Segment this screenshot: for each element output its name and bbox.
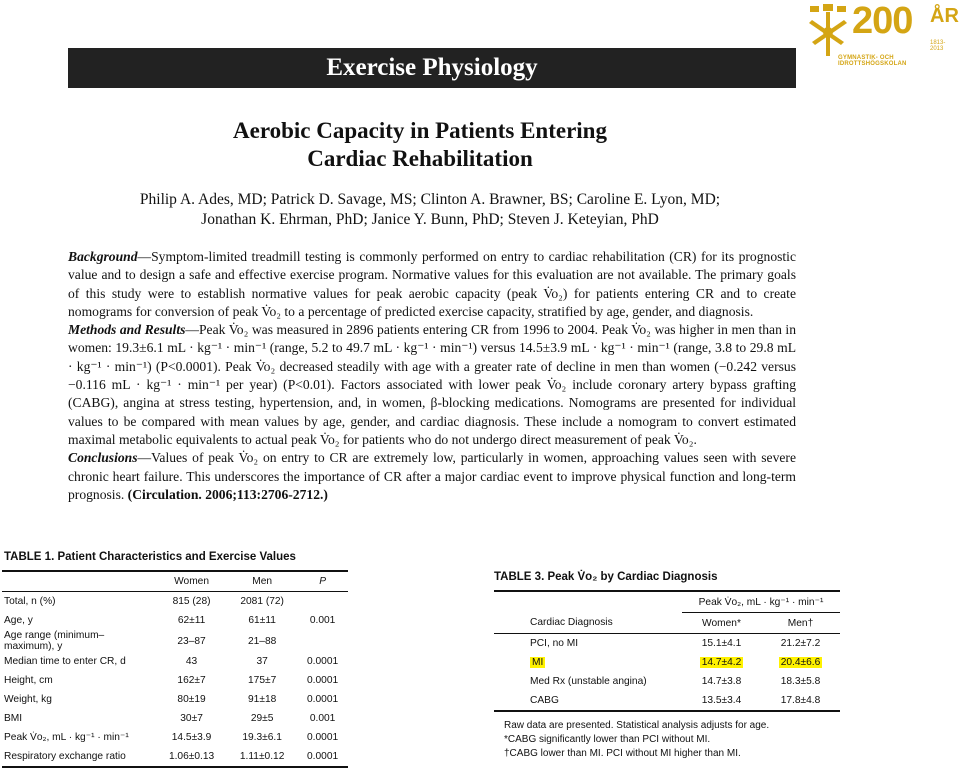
table-row-label: Age, y — [4, 615, 33, 626]
table3-header-row — [494, 613, 840, 634]
table-cell: 30±7 — [180, 713, 203, 724]
section-header: Exercise Physiology — [68, 48, 796, 88]
table3-note: *CABG significantly lower than PCI without MI. — [504, 734, 711, 745]
table-cell: 14.5±3.9 — [171, 732, 212, 743]
table1-title: TABLE 1. Patient Characteristics and Exercise Values — [4, 551, 296, 563]
table-cell: 1.11±0.12 — [239, 751, 285, 762]
table-row — [2, 690, 348, 709]
table-row-label: BMI — [4, 713, 23, 724]
table-cell: 91±18 — [248, 694, 277, 705]
cell-value: 18.3±5.8 — [780, 676, 821, 687]
table-row-label — [494, 653, 682, 672]
table-cell: 19.3±6.1 — [242, 732, 282, 743]
table-cell: 37 — [256, 656, 268, 667]
row-label-text: Med Rx (unstable angina) — [530, 676, 647, 687]
table-row — [2, 611, 348, 630]
title-line-1: Aerobic Capacity in Patients Entering — [233, 118, 607, 143]
table-cell: 0.0001 — [307, 732, 339, 743]
table-cell: 0.0001 — [307, 751, 339, 762]
row-label-text: CABG — [530, 695, 559, 706]
table-row — [494, 691, 840, 711]
table-cell — [682, 653, 761, 672]
table-row — [494, 653, 840, 672]
table-cell: 162±7 — [177, 675, 206, 686]
cell-value: 13.5±3.4 — [701, 695, 742, 706]
table-cell — [682, 634, 761, 654]
table1 — [2, 570, 348, 768]
table-row-label: Total, n (%) — [4, 596, 56, 607]
table-cell: 43 — [185, 656, 198, 667]
table3-span-header: Peak V̇o₂, mL · kg⁻¹ · min⁻¹ — [682, 591, 840, 613]
table-row — [2, 728, 348, 747]
table3-note: Raw data are presented. Statistical analysis adjusts for age. — [504, 720, 770, 731]
table-row — [494, 672, 840, 691]
table-cell: 0.001 — [309, 713, 336, 724]
cell-value: 20.4±6.6 — [780, 657, 821, 668]
table-cell: 175±7 — [248, 675, 277, 686]
table-cell: 2081 (72) — [240, 596, 284, 607]
logo-years: 1813-2013 — [930, 40, 946, 52]
authors-line-1: Philip A. Ades, MD; Patrick D. Savage, MS; Clinton A. Brawner, BS; Caroline E. Lyon, MD; — [139, 191, 721, 208]
table-row-label: Height, cm — [4, 675, 53, 686]
table-cell: 23–87 — [177, 635, 206, 647]
conclusions-label: Conclusions — [68, 450, 138, 466]
table-cell: 0.0001 — [307, 675, 339, 686]
logo-school: GYMNASTIK- OCH IDROTTSHÖGSKOLAN — [838, 55, 907, 67]
authors-line-2: Jonathan K. Ehrman, PhD; Janice Y. Bunn, PhD; Steven J. Keteyian, PhD — [201, 211, 659, 228]
authors — [80, 190, 780, 230]
cell-value: 14.7±4.2 — [701, 657, 742, 668]
table-row-label: Respiratory exchange ratio — [4, 751, 126, 762]
citation: (Circulation. 2006;113:2706-2712.) — [127, 486, 328, 502]
abstract — [68, 248, 796, 504]
table-row-label — [494, 691, 682, 711]
abstract-methods — [68, 321, 796, 449]
logo-ar: ÅR — [930, 5, 959, 27]
row-label-text: PCI, no MI — [530, 638, 579, 649]
table-row — [2, 630, 348, 652]
table-row-label: Peak V̇o₂, mL · kg⁻¹ · min⁻¹ — [4, 732, 129, 743]
table-cell: 815 (28) — [172, 596, 211, 607]
table1-header — [2, 571, 156, 592]
table-row-label — [494, 672, 682, 691]
table3 — [494, 590, 840, 712]
table-cell: 0.0001 — [307, 694, 339, 705]
methods-label: Methods and Results — [68, 322, 186, 338]
table-cell — [682, 672, 761, 691]
methods-text: —Peak V̇o₂ was measured in 2896 patients entering CR from 1996 to 2004. Peak V̇o₂ was higher in men than in women: 19.3±6.1 mL · kg⁻¹ · min⁻¹ (range, 5.2 to 49.7 mL · kg⁻¹ · min⁻¹) versus 14.5±3.9 mL · kg⁻¹ · min⁻¹ (range, 3.8 to 29.8 mL · kg⁻¹ · min⁻¹) (P<0.0001). Peak V̇o₂ decreased steadily with age with a greater rate of decline in men than women (−0.242 versus −0.116 mL · kg⁻¹ · min⁻¹ per year) (P<0.01). Factors associated with lower peak V̇o₂ include coronary artery bypass grafting (CABG), angina at stress testing, hypertension, and, in women, β-blocking medications. Nomograms are presented for individual values to be compared with mean values by age, gender, and cardiac diagnosis. These include a nomogram to convert estimated maximal metabolic equivalents to actual peak V̇o₂ for patients who do not undergo direct measurement of peak V̇o₂. — [68, 322, 796, 447]
table-cell: 61±11 — [248, 615, 276, 626]
cell-value: 17.8±4.8 — [780, 695, 821, 706]
row-label-text: MI — [532, 657, 544, 668]
table3-header-diagnosis: Cardiac Diagnosis — [494, 613, 682, 634]
table3-header-women: Women* — [682, 613, 761, 634]
cell-value: 14.7±3.8 — [701, 676, 742, 687]
cell-value: 15.1±4.1 — [701, 638, 742, 649]
table-cell — [761, 653, 840, 672]
table3-span-row — [494, 591, 840, 613]
table1-header-p: P — [297, 571, 348, 592]
table-cell: 0.001 — [309, 615, 336, 626]
table-cell — [682, 691, 761, 711]
table1-header-row — [2, 571, 348, 592]
table-cell — [297, 630, 348, 652]
table-row — [494, 634, 840, 654]
crest-icon — [806, 2, 850, 60]
paper-title — [80, 117, 760, 173]
abstract-background — [68, 248, 796, 321]
table-row — [2, 671, 348, 690]
table3-title: TABLE 3. Peak V̇o₂ by Cardiac Diagnosis — [494, 571, 718, 583]
table-row-label: Age range (minimum–maximum), y — [4, 630, 105, 652]
conclusions-text: —Values of peak V̇o₂ on entry to CR are extremely low, particularly in women, approaching values seen with severe chronic heart failure. This underscores the importance of CR after a major cardiac event to improve physical function and long-term prognosis. — [68, 450, 796, 502]
table-row — [2, 652, 348, 671]
table-cell: 0.0001 — [307, 656, 339, 667]
table3-note: †CABG lower than MI. PCI without MI higher than MI. — [504, 748, 741, 759]
background-label: Background — [68, 249, 138, 264]
table-row — [2, 747, 348, 767]
table3-header-men: Men† — [761, 613, 840, 634]
title-line-2: Cardiac Rehabilitation — [307, 146, 533, 171]
table-row — [2, 709, 348, 728]
table-cell: 21–88 — [247, 635, 277, 647]
logo-number: 200 — [852, 0, 913, 42]
table-cell: 29±5 — [250, 713, 274, 724]
table1-header-women: Women — [156, 571, 227, 592]
table-row-label: Median time to enter CR, d — [4, 656, 126, 667]
table-cell: 80±19 — [177, 694, 206, 705]
cell-value: 21.2±7.2 — [780, 638, 821, 649]
table-cell — [297, 592, 348, 612]
table-row — [2, 592, 348, 612]
abstract-conclusions — [68, 449, 796, 504]
table-row-label: Weight, kg — [4, 694, 52, 705]
table1-header-men: Men — [227, 571, 297, 592]
table3-notes — [504, 719, 769, 761]
logo — [806, 2, 958, 66]
table-cell — [761, 634, 840, 654]
table-cell: 1.06±0.13 — [168, 751, 215, 762]
background-text: —Symptom-limited treadmill testing is commonly performed on entry to cardiac rehabilitation (CR) for its prognostic value and to design a safe and effective exercise program. Normative values for this evaluation are not available. The primary goals of this study were to establish normative values for peak aerobic capacity (peak V̇o₂) for patients entering CR and to create nomograms for conversion of peak V̇o₂ to a percentage of predicted exercise capacity, stratified by age, gender, and diagnosis. — [68, 249, 796, 319]
table-cell — [761, 672, 840, 691]
table-cell: 62±11 — [177, 615, 206, 626]
table-cell — [761, 691, 840, 711]
table-row-label — [494, 634, 682, 654]
